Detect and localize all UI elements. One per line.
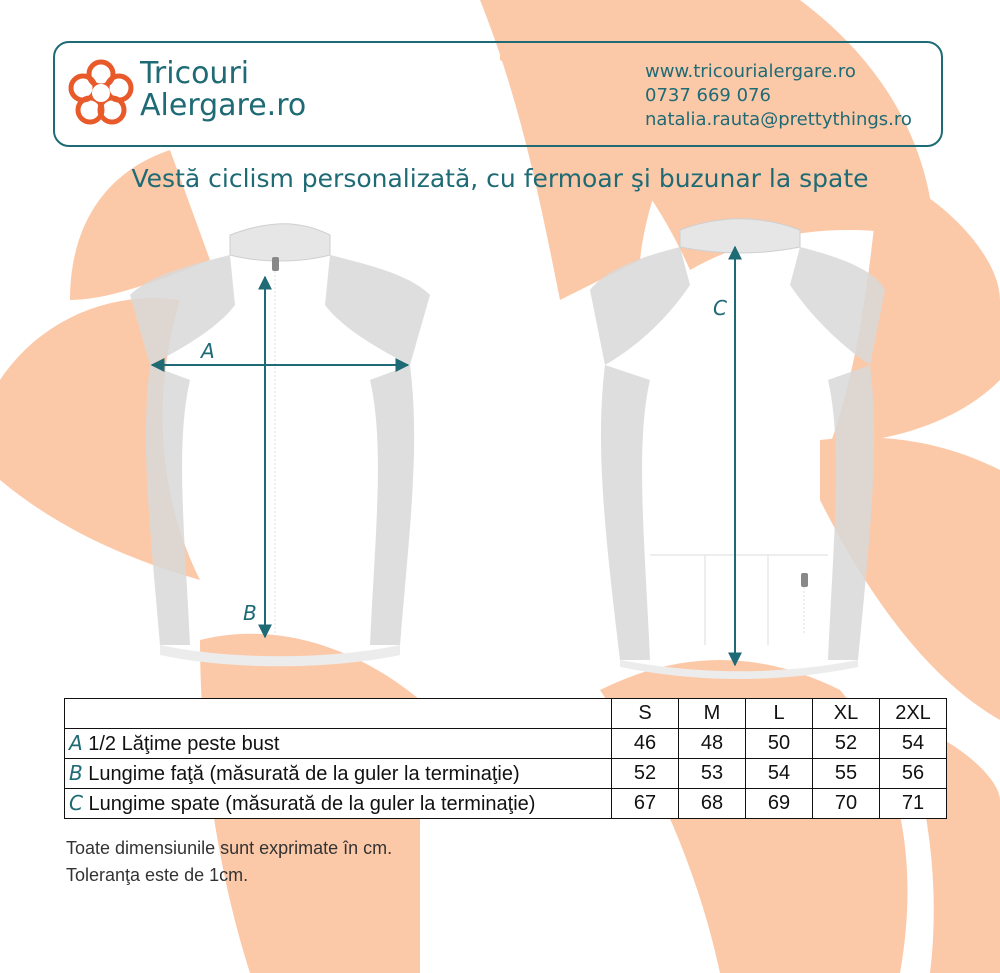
contact-info bbox=[645, 60, 912, 132]
table-header-row bbox=[65, 699, 947, 729]
vest-diagrams bbox=[0, 205, 1000, 685]
table-row bbox=[65, 759, 947, 789]
measure-letter: B bbox=[69, 761, 83, 785]
measure-value: 56 bbox=[880, 759, 947, 789]
measure-label-cell bbox=[65, 759, 612, 789]
size-header: 2XL bbox=[880, 699, 947, 729]
table-corner-cell bbox=[65, 699, 612, 729]
page-title: Vestă ciclism personalizată, cu fermoar şi buzunar la spate bbox=[131, 164, 869, 193]
brand-line-2: Alergare.ro bbox=[140, 88, 307, 123]
label-c: C bbox=[713, 296, 727, 320]
table-row bbox=[65, 729, 947, 759]
measure-value: 68 bbox=[679, 789, 746, 819]
measure-value: 69 bbox=[746, 789, 813, 819]
measure-value: 48 bbox=[679, 729, 746, 759]
size-header: S bbox=[612, 699, 679, 729]
size-header: XL bbox=[813, 699, 880, 729]
label-a: A bbox=[201, 339, 215, 363]
size-header: M bbox=[679, 699, 746, 729]
size-header: L bbox=[746, 699, 813, 729]
measure-label-cell bbox=[65, 729, 612, 759]
note-units: Toate dimensiunile sunt exprimate în cm. bbox=[66, 838, 393, 858]
measure-value: 53 bbox=[679, 759, 746, 789]
measure-value: 46 bbox=[612, 729, 679, 759]
measure-value: 50 bbox=[746, 729, 813, 759]
measure-value: 70 bbox=[813, 789, 880, 819]
measure-value: 52 bbox=[813, 729, 880, 759]
flower-logo-icon bbox=[66, 58, 136, 128]
brand-logo-text bbox=[140, 58, 306, 122]
front-vest-drawing bbox=[130, 224, 430, 667]
website-link[interactable]: www.tricourialergare.ro bbox=[645, 61, 856, 82]
measure-label-cell bbox=[65, 789, 612, 819]
size-table bbox=[64, 698, 947, 819]
measure-value: 52 bbox=[612, 759, 679, 789]
measure-value: 71 bbox=[880, 789, 947, 819]
measure-letter: A bbox=[69, 731, 83, 755]
table-row bbox=[65, 789, 947, 819]
measure-value: 54 bbox=[746, 759, 813, 789]
notes bbox=[66, 835, 392, 889]
measure-value: 67 bbox=[612, 789, 679, 819]
measure-label: Lungime faţă (măsurată de la guler la terminaţie) bbox=[82, 763, 520, 785]
brand-line-1: Tricouri bbox=[140, 56, 250, 91]
measure-value: 54 bbox=[880, 729, 947, 759]
measure-letter: C bbox=[69, 791, 83, 815]
label-b: B bbox=[243, 601, 257, 625]
phone-number: 0737 669 076 bbox=[645, 85, 771, 106]
measure-label: Lungime spate (măsurată de la guler la terminaţie) bbox=[82, 793, 536, 815]
measure-value: 55 bbox=[813, 759, 880, 789]
back-vest-drawing bbox=[590, 219, 885, 679]
measure-label: 1/2 Lăţime peste bust bbox=[82, 733, 280, 755]
note-tolerance: Toleranţa este de 1cm. bbox=[66, 865, 249, 885]
email-link[interactable]: natalia.rauta@prettythings.ro bbox=[645, 109, 912, 130]
